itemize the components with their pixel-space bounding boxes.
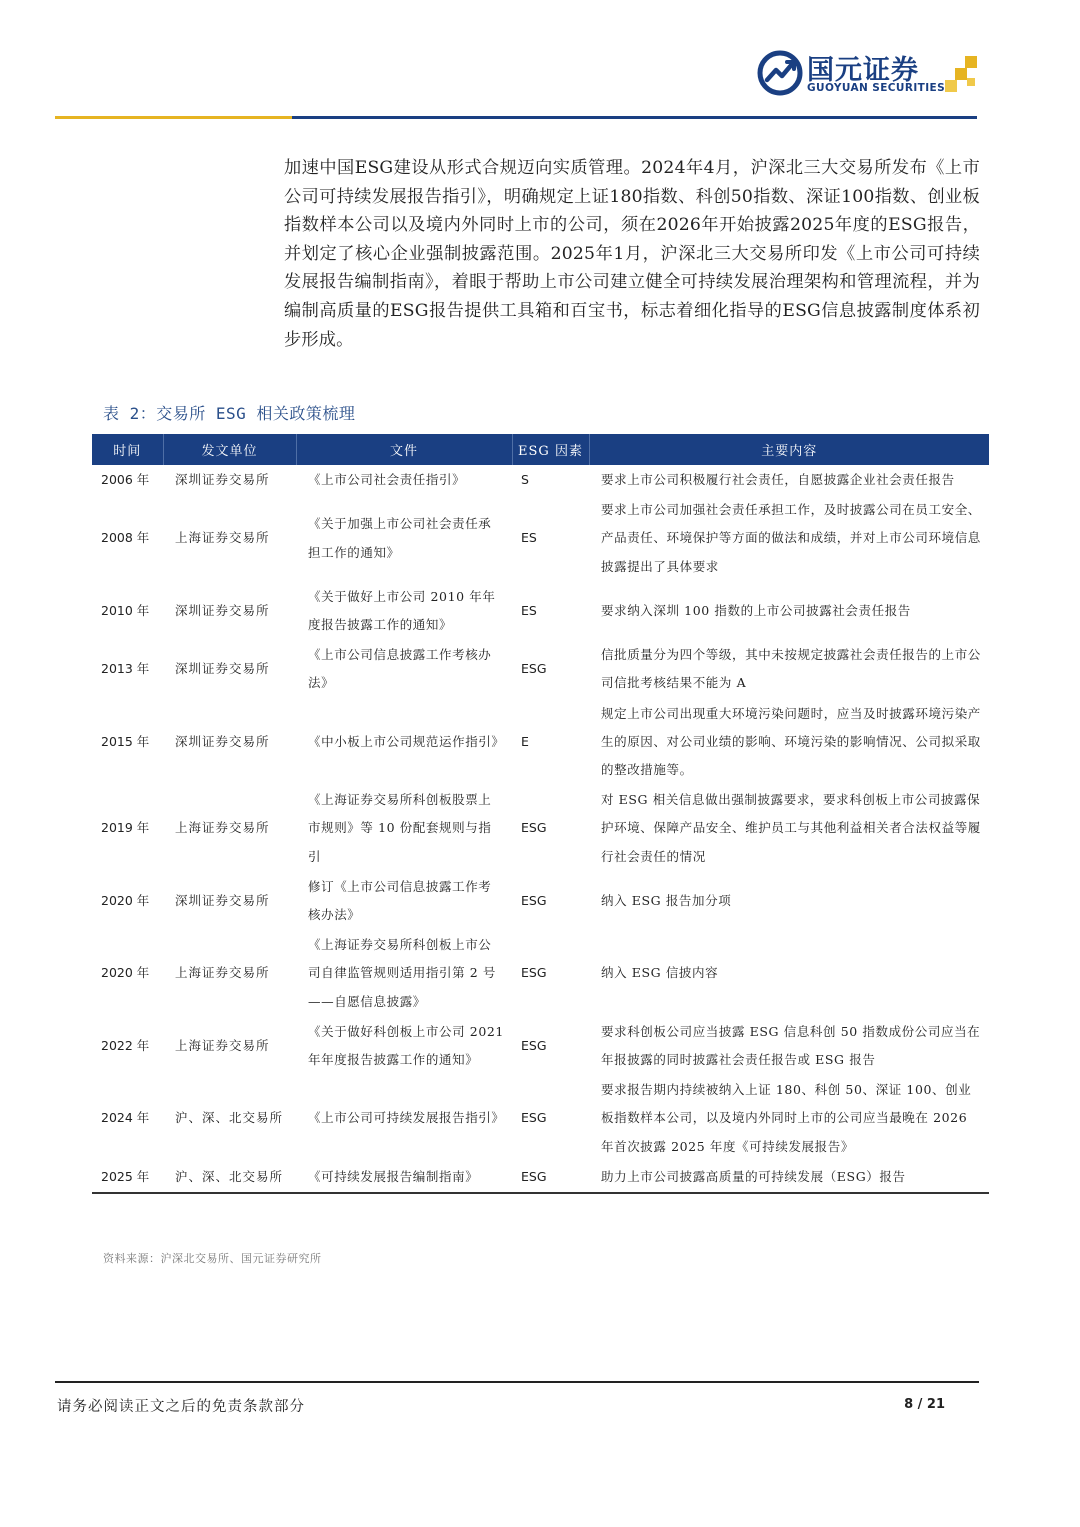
table-row (92, 872, 989, 930)
logo-squares-icon (945, 56, 979, 96)
cell-document: 《关于做好上市公司 2010 年年度报告披露工作的通知》 (308, 588, 496, 633)
table-row (92, 1162, 989, 1193)
cell-issuer: 深圳证券交易所 (175, 472, 270, 487)
cell-year: 2024 年 (101, 1110, 150, 1126)
cell-content: 要求上市公司加强社会责任承担工作，及时披露公司在员工安全、产品责任、环境保护等方面的做法和成绩，并对上市公司环境信息披露提出了具体要求 (601, 502, 981, 574)
logo-chinese-name: 国元证券 (807, 55, 919, 86)
cell-content: 纳入 ESG 报告加分项 (601, 892, 732, 908)
table-row (92, 785, 989, 872)
cell-year: 2006 年 (101, 472, 150, 487)
cell-factor: ES (521, 530, 537, 546)
cell-document: 修订《上市公司信息披露工作考核办法》 (308, 878, 492, 923)
logo-emblem-icon (757, 50, 803, 96)
cell-document: 《关于做好科创板上市公司 2021 年年度报告披露工作的通知》 (308, 1023, 504, 1068)
cell-year: 2025 年 (92, 1162, 163, 1193)
cell-content: 要求纳入深圳 100 指数的上市公司披露社会责任报告 (601, 602, 911, 618)
column-header-document: 文件 (296, 434, 512, 465)
cell-year: 2022 年 (101, 1037, 150, 1053)
column-header-content: 主要内容 (589, 434, 989, 465)
cell-issuer: 深圳证券交易所 (175, 661, 270, 677)
cell-year: 2019 年 (101, 820, 150, 836)
footer-disclaimer: 请务必阅读正文之后的免责条款部分 (57, 1399, 305, 1415)
cell-year: 2010 年 (101, 602, 150, 618)
table-row (92, 930, 989, 1017)
cell-content: 助力上市公司披露高质量的可持续发展（ESG）报告 (589, 1162, 989, 1193)
table-row (92, 640, 989, 698)
cell-document: 《中小板上市公司规范运作指引》 (308, 733, 505, 749)
cell-issuer: 深圳证券交易所 (175, 602, 270, 618)
cell-issuer: 沪、深、北交易所 (175, 1110, 284, 1126)
cell-factor: S (521, 472, 529, 487)
cell-year: 2008 年 (101, 530, 150, 546)
cell-document: 《上市公司可持续发展报告指引》 (308, 1110, 505, 1126)
cell-document: 《可持续发展报告编制指南》 (296, 1162, 512, 1193)
cell-issuer: 上海证券交易所 (175, 1037, 270, 1053)
cell-year: 2020 年 (101, 965, 150, 981)
table-row (92, 1075, 989, 1162)
logo-english-name: GUOYUAN SECURITIES (807, 82, 946, 94)
cell-document: 《上市公司信息披露工作考核办法》 (308, 647, 492, 691)
cell-year: 2020 年 (101, 892, 150, 908)
column-header-factor: ESG 因素 (512, 434, 589, 465)
table-row (92, 465, 989, 495)
table-row (92, 582, 989, 640)
cell-factor: ESG (521, 661, 547, 677)
cell-factor: ESG (512, 1162, 589, 1193)
cell-document: 《上市公司社会责任指引》 (308, 472, 466, 487)
cell-issuer: 深圳证券交易所 (175, 892, 270, 908)
cell-document: 《上海证券交易所科创板上市公司自律监管规则适用指引第 2 号——自愿信息披露》 (308, 937, 497, 1009)
cell-document: 《上海证券交易所科创板股票上市规则》等 10 份配套规则与指引 (308, 792, 492, 864)
header-divider-gold (55, 116, 292, 119)
cell-factor: ESG (521, 892, 547, 908)
cell-issuer: 上海证券交易所 (175, 820, 270, 836)
cell-content: 要求报告期内持续被纳入上证 180、科创 50、深证 100、创业板指数样本公司，以及境内外同时上市的公司应当最晚在 2026 年首次披露 2025 年度《可持续发展报告》 (601, 1082, 972, 1154)
column-header-year: 时间 (92, 434, 163, 465)
cell-issuer: 深圳证券交易所 (175, 733, 270, 749)
company-logo (757, 50, 982, 100)
cell-issuer: 上海证券交易所 (175, 965, 270, 981)
cell-year: 2015 年 (101, 733, 150, 749)
page-number: 8 / 21 (904, 1397, 945, 1412)
page-header (0, 0, 1080, 120)
table-title: 表 2：交易所 ESG 相关政策梳理 (103, 404, 356, 423)
cell-factor: ESG (521, 965, 547, 981)
footer-divider (55, 1381, 979, 1383)
cell-issuer: 沪、深、北交易所 (163, 1162, 296, 1193)
policy-table-body (92, 465, 989, 1193)
table-row (92, 495, 989, 582)
table-row (92, 699, 989, 786)
header-divider-blue (292, 116, 977, 119)
cell-content: 要求科创板公司应当披露 ESG 信息科创 50 指数成份公司应当在年报披露的同时披露社会责任报告或 ESG 报告 (601, 1023, 981, 1068)
cell-year: 2013 年 (101, 661, 150, 677)
table-row (92, 1017, 989, 1075)
policy-table (92, 434, 989, 1194)
cell-factor: ESG (521, 1110, 547, 1126)
cell-content: 信批质量分为四个等级，其中未按规定披露社会责任报告的上市公司信批考核结果不能为 A (601, 647, 981, 691)
cell-content: 规定上市公司出现重大环境污染问题时，应当及时披露环境污染产生的原因、对公司业绩的影响、环境污染的影响情况、公司拟采取的整改措施等。 (601, 705, 981, 778)
cell-content: 纳入 ESG 信披内容 (601, 965, 719, 981)
body-paragraph: 加速中国ESG建设从形式合规迈向实质管理。2024年4月，沪深北三大交易所发布《上市公司可持续发展报告指引》，明确规定上证180指数、科创50指数、深证100指数、创业板指数样本公司以及境内外同时上市的公司，须在2026年开始披露2025年度的ESG报告，并划定了核心企业强制披露范围。2025年1月，沪深北三大交易所印发《上市公司可持续发展报告编制指南》，着眼于帮助上市公司建立健全可持续发展治理架构和管理流程，并为编制高质量的ESG报告提供工具箱和百宝书，标志着细化指导的ESG信息披露制度体系初步形成。 (284, 158, 980, 350)
source-note: 资料来源：沪深北交易所、国元证券研究所 (103, 1252, 322, 1265)
cell-factor: E (521, 733, 529, 749)
cell-content: 要求上市公司积极履行社会责任，自愿披露企业社会责任报告 (601, 472, 955, 487)
cell-factor: ES (521, 602, 537, 618)
cell-content: 对 ESG 相关信息做出强制披露要求，要求科创板上市公司披露保护环境、保障产品安全、维护员工与其他利益相关者合法权益等履行社会责任的情况 (601, 792, 981, 864)
cell-document: 《关于加强上市公司社会责任承担工作的通知》 (308, 516, 492, 560)
cell-factor: ESG (521, 1037, 547, 1053)
policy-table-header (92, 434, 989, 465)
header-divider (55, 116, 977, 119)
column-header-issuer: 发文单位 (163, 434, 296, 465)
cell-issuer: 上海证券交易所 (175, 530, 270, 546)
cell-factor: ESG (521, 820, 547, 836)
